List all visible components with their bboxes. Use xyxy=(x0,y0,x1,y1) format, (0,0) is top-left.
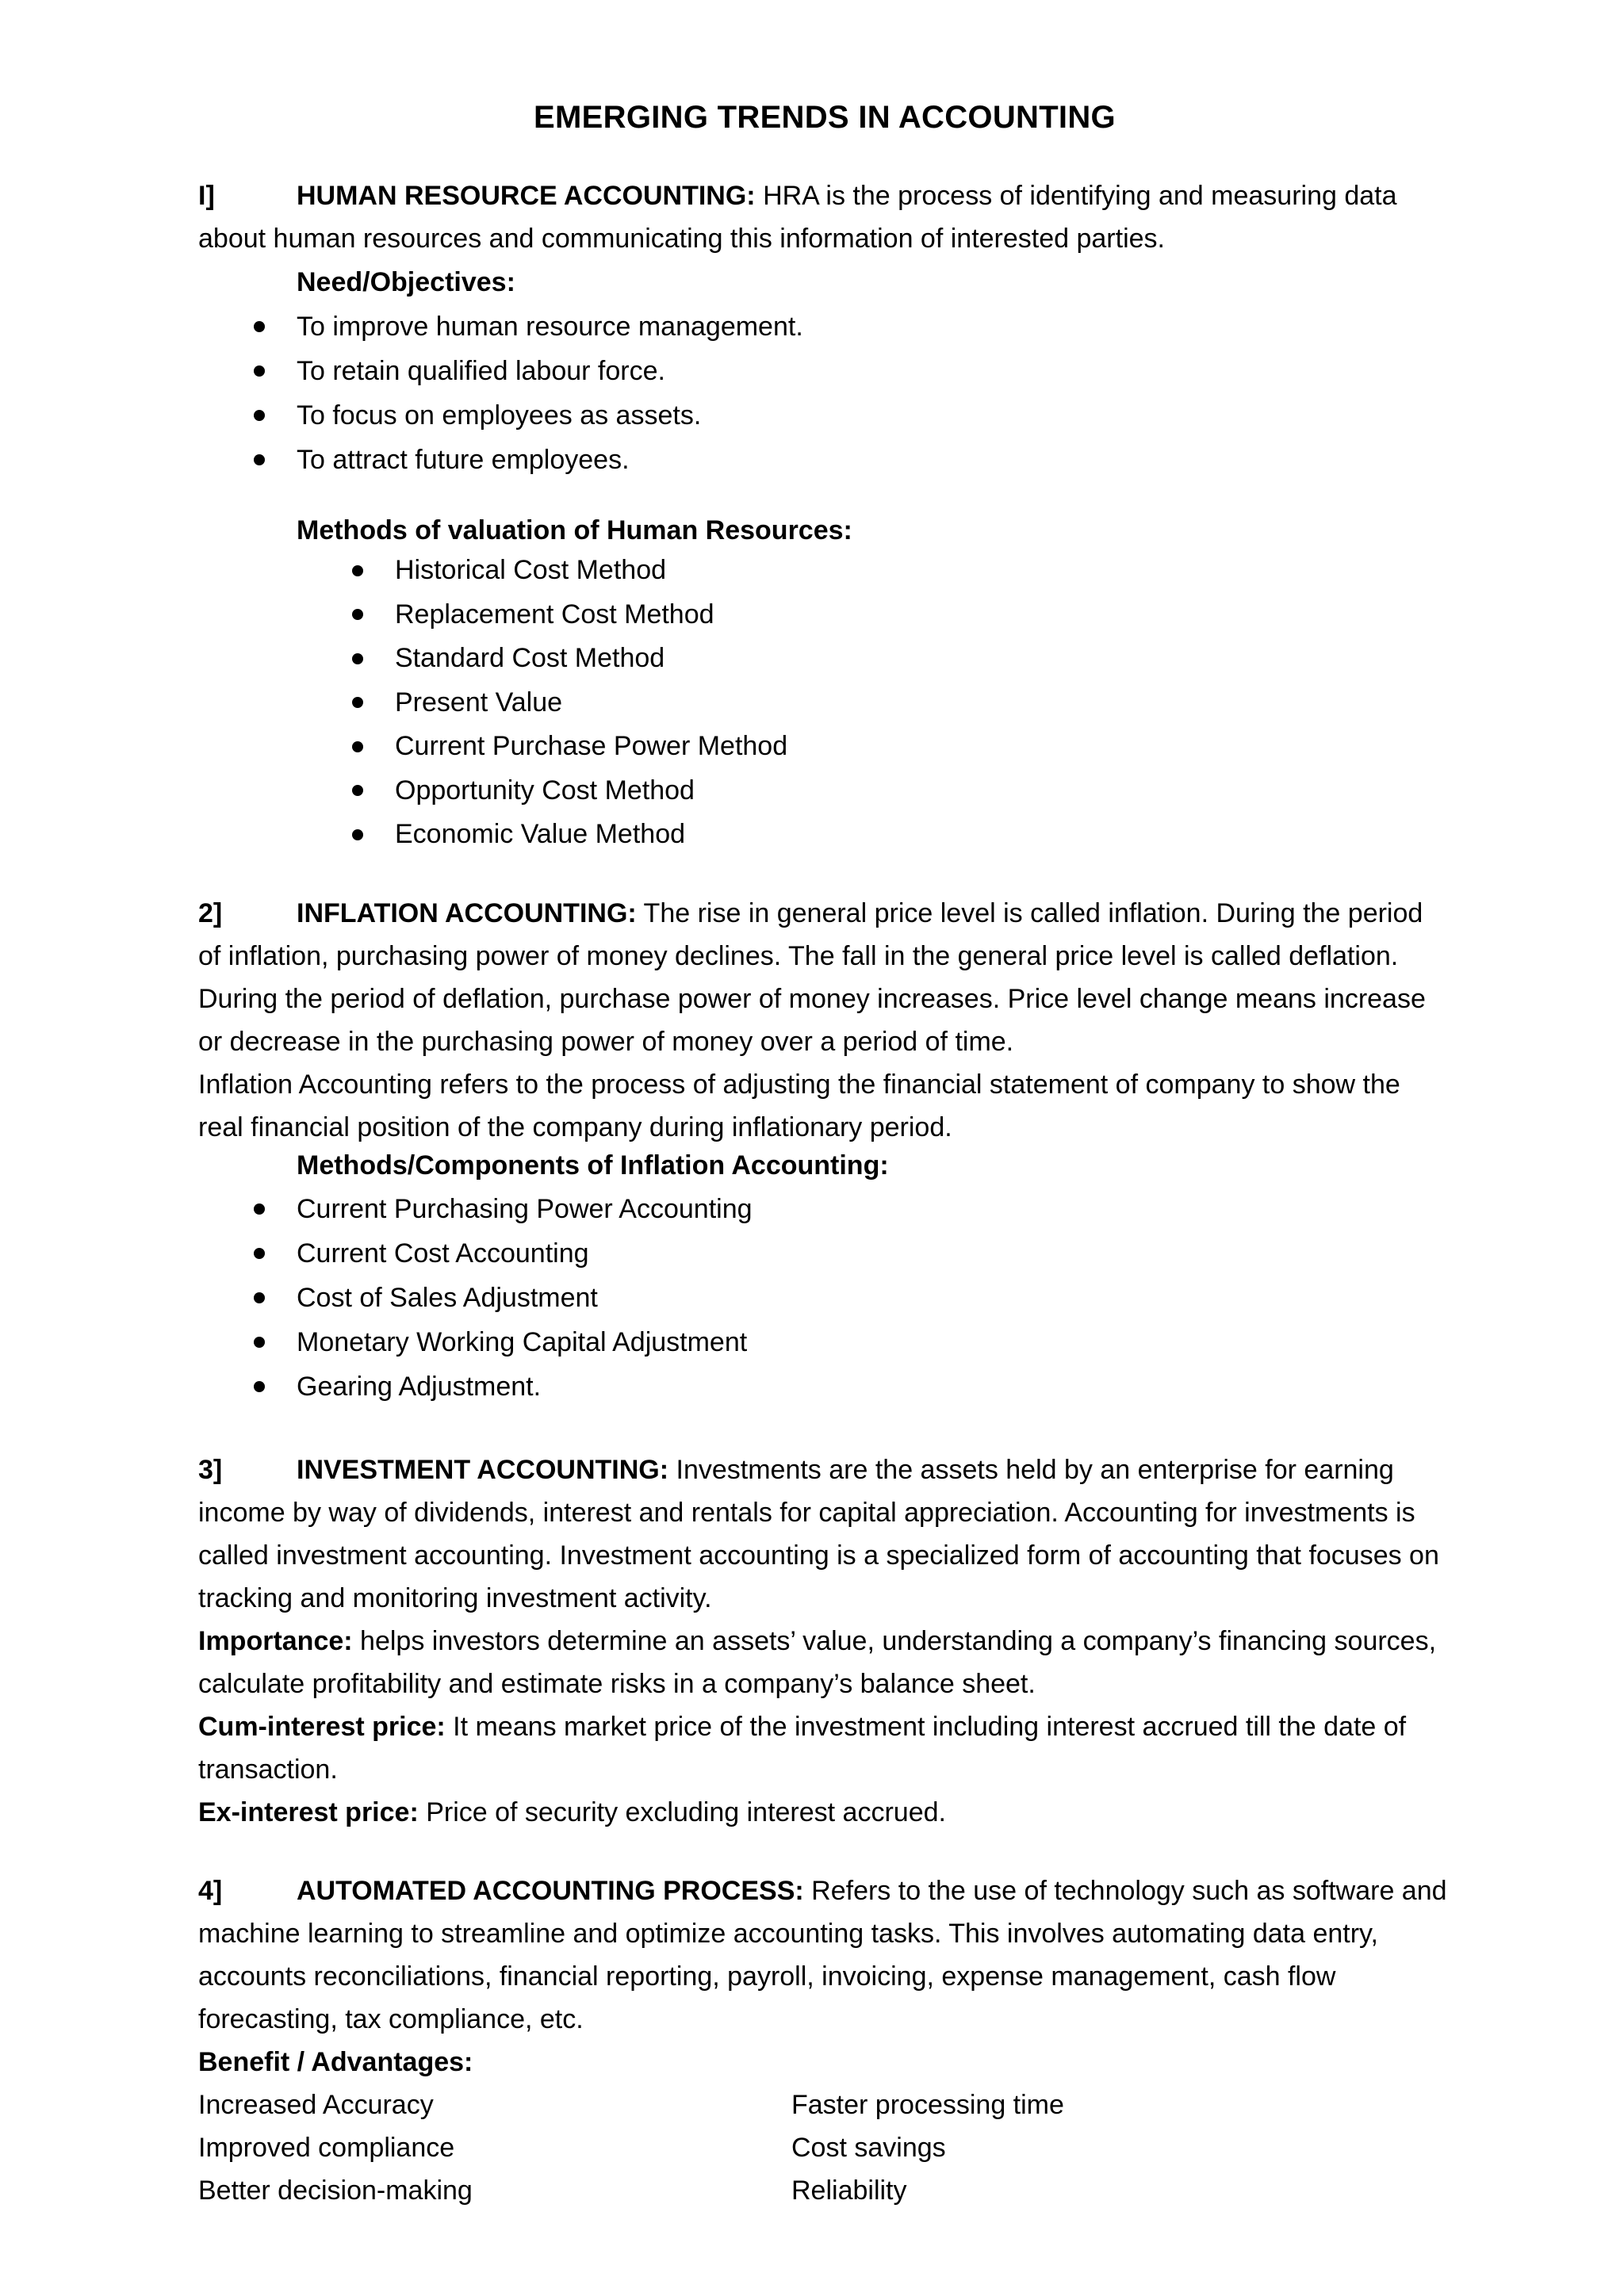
benefit-row xyxy=(198,2084,1451,2126)
benefits-grid xyxy=(198,2084,1451,2212)
section-heading: AUTOMATED ACCOUNTING PROCESS: xyxy=(297,1876,804,1906)
list-item: Current Cost Accounting xyxy=(254,1231,753,1276)
bullet-icon xyxy=(352,829,363,840)
inflation-methods-list xyxy=(254,1187,753,1409)
benefit-title: Benefit / Advantages: xyxy=(198,2047,473,2077)
section-heading: HUMAN RESOURCE ACCOUNTING: xyxy=(297,181,756,211)
section-number: 4] xyxy=(198,1876,223,1906)
list-item: Current Purchasing Power Accounting xyxy=(254,1187,753,1231)
inflation-methods-title: Methods/Components of Inflation Accounting: xyxy=(297,1150,889,1181)
list-item: Cost of Sales Adjustment xyxy=(254,1276,753,1320)
section-automated-intro xyxy=(198,1869,1451,2084)
benefit-item: Faster processing time xyxy=(791,2090,1064,2120)
hra-need-title: Need/Objectives: xyxy=(297,267,515,297)
list-item: Economic Value Method xyxy=(352,813,787,857)
page-title: EMERGING TRENDS IN ACCOUNTING xyxy=(534,100,1116,135)
list-item: To retain qualified labour force. xyxy=(254,349,803,393)
bullet-icon xyxy=(352,697,363,708)
importance-text: helps investors determine an assets’ value, understanding a company’s financing sources, calculate profitability and estimate risks in a company’s balance sheet. xyxy=(198,1626,1437,1699)
list-item: To focus on employees as assets. xyxy=(254,393,803,438)
importance-label: Importance: xyxy=(198,1626,353,1656)
list-item: To attract future employees. xyxy=(254,438,803,482)
section-hra-intro xyxy=(198,174,1451,260)
bullet-icon xyxy=(254,1337,265,1348)
hra-methods-title: Methods of valuation of Human Resources: xyxy=(297,515,852,545)
bullet-icon xyxy=(254,321,265,332)
benefit-item: Better decision-making xyxy=(198,2175,473,2206)
cum-interest-label: Cum-interest price: xyxy=(198,1712,446,1742)
section-text: HRA is the process of identifying and measuring data about human resources and communicating this information of interested parties. xyxy=(198,181,1397,254)
bullet-icon xyxy=(254,454,265,465)
list-item: Standard Cost Method xyxy=(352,637,787,681)
benefit-item: Reliability xyxy=(791,2175,907,2206)
bullet-icon xyxy=(352,653,363,664)
list-item: Opportunity Cost Method xyxy=(352,769,787,813)
list-item: To improve human resource management. xyxy=(254,304,803,349)
list-item: Monetary Working Capital Adjustment xyxy=(254,1320,753,1364)
section-heading: INVESTMENT ACCOUNTING: xyxy=(297,1455,669,1485)
section-text-2: Inflation Accounting refers to the process of adjusting the financial statement of company to show the real financial position of the company during inflationary period. xyxy=(198,1070,1400,1142)
bullet-icon xyxy=(352,785,363,796)
list-item: Historical Cost Method xyxy=(352,549,787,593)
section-text: Refers to the use of technology such as software and machine learning to streamline and optimize accounting tasks. This involves automating data entry, accounts reconciliations, financial reporting, payroll, invoicing, expense management, cash flow forecasting, tax compliance, etc. xyxy=(198,1876,1447,2034)
section-heading: INFLATION ACCOUNTING: xyxy=(297,898,637,928)
bullet-icon xyxy=(352,565,363,576)
bullet-icon xyxy=(254,1381,265,1392)
ex-interest-label: Ex-interest price: xyxy=(198,1797,419,1827)
bullet-icon xyxy=(254,1292,265,1303)
ex-interest-text: Price of security excluding interest accrued. xyxy=(418,1797,946,1827)
list-item: Current Purchase Power Method xyxy=(352,725,787,769)
list-item: Replacement Cost Method xyxy=(352,593,787,637)
bullet-icon xyxy=(254,1203,265,1215)
hra-methods-list xyxy=(352,549,787,857)
bullet-icon xyxy=(254,1248,265,1259)
benefit-item: Improved compliance xyxy=(198,2133,455,2163)
benefit-row xyxy=(198,2169,1451,2212)
section-number: 2] xyxy=(198,898,223,928)
hra-needs-list xyxy=(254,304,803,482)
cum-interest-text: It means market price of the investment including interest accrued till the date of transaction. xyxy=(198,1712,1407,1785)
section-number: 3] xyxy=(198,1455,223,1485)
bullet-icon xyxy=(254,410,265,421)
bullet-icon xyxy=(352,741,363,752)
benefit-item: Cost savings xyxy=(791,2133,946,2163)
bullet-icon xyxy=(352,609,363,620)
section-text: The rise in general price level is called inflation. During the period of inflation, purchasing power of money declines. The fall in the general price level is called deflation. During the period of deflation, purchase power of money increases. Price level change means increase or decrease in the purchasing power of money over a period of time. xyxy=(198,898,1426,1057)
list-item: Gearing Adjustment. xyxy=(254,1364,753,1409)
list-item: Present Value xyxy=(352,681,787,725)
benefit-row xyxy=(198,2126,1451,2169)
bullet-icon xyxy=(254,365,265,377)
section-inflation-intro xyxy=(198,892,1451,1149)
benefit-item: Increased Accuracy xyxy=(198,2090,434,2120)
section-text: Investments are the assets held by an enterprise for earning income by way of dividends, interest and rentals for capital appreciation. Accounting for investments is called investment accounting. Investment accounting is a specialized form of accounting that focuses on tracking and monitoring investment activity. xyxy=(198,1455,1439,1613)
section-number: I] xyxy=(198,181,215,211)
section-investment-intro xyxy=(198,1448,1451,1834)
